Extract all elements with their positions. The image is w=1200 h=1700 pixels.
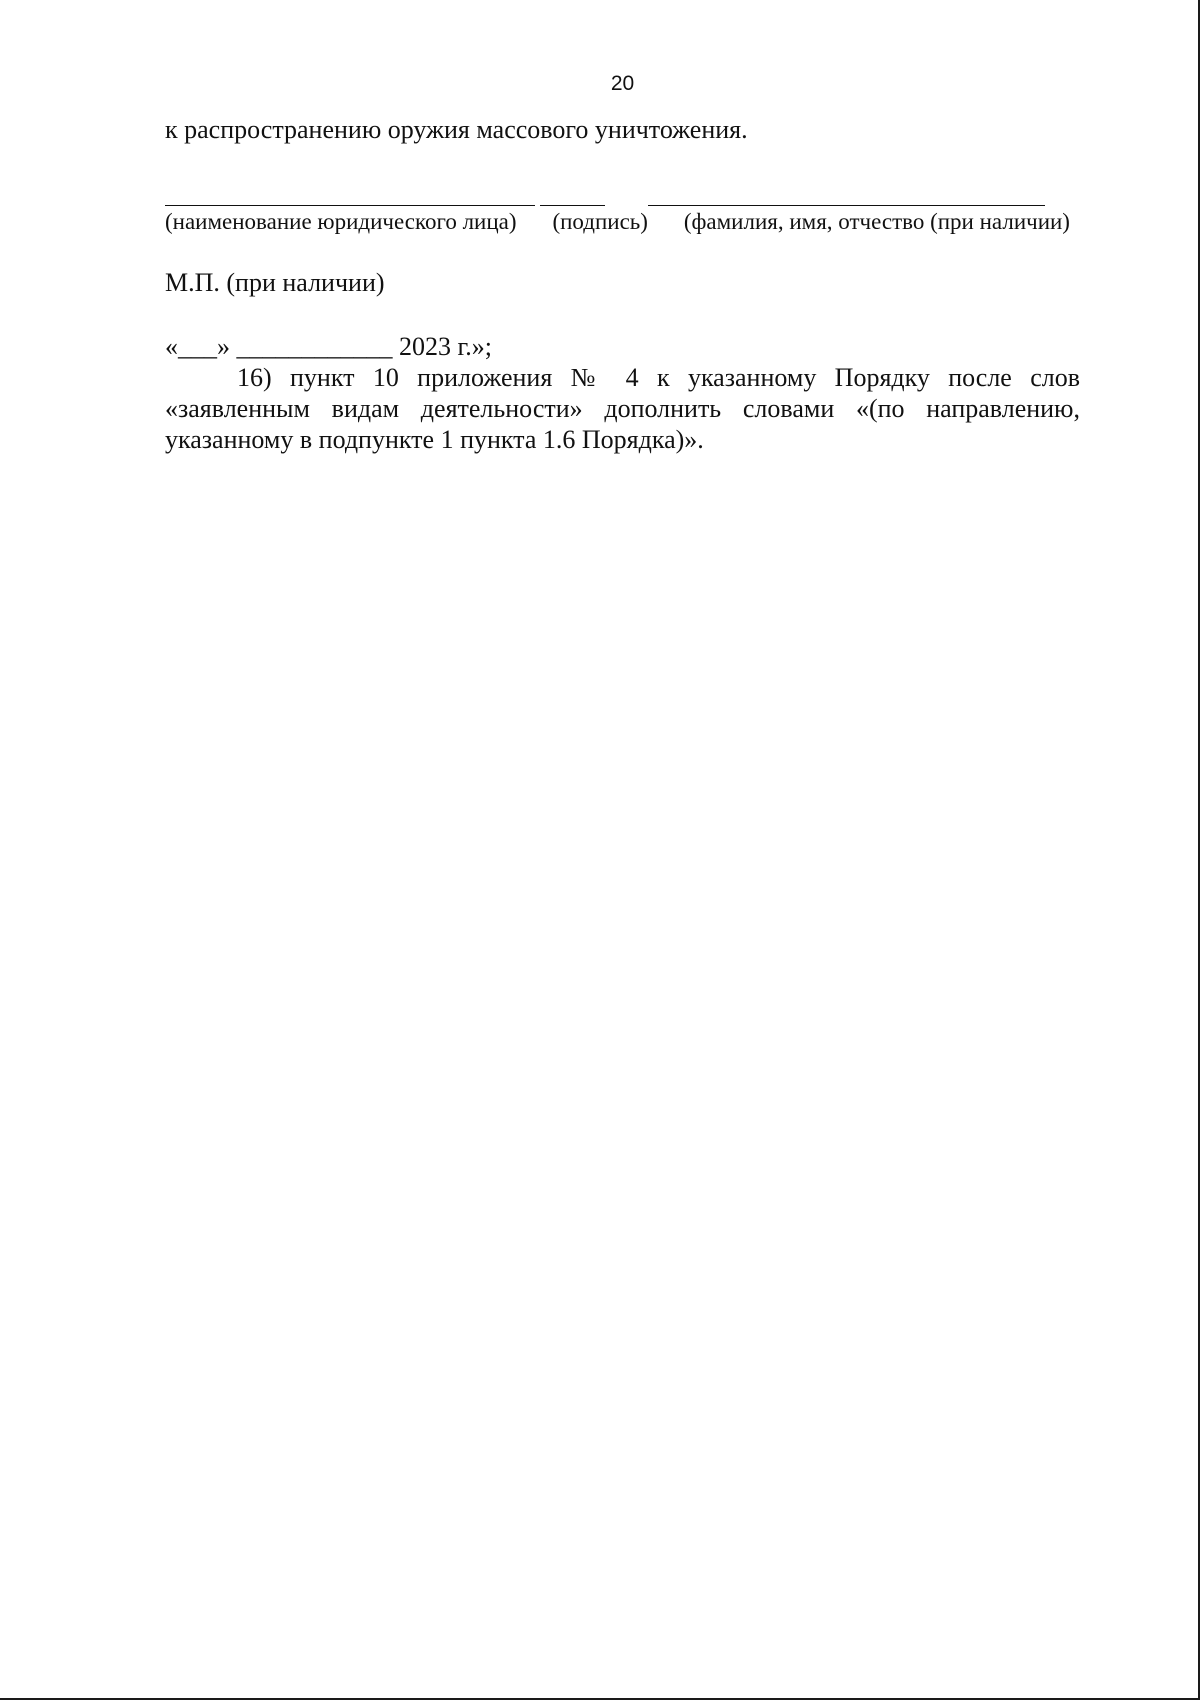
page-number: 20 [610, 72, 635, 95]
date-line: «___» ____________ 2023 г.»; [165, 332, 492, 361]
signature-caption: (подпись) [552, 209, 648, 234]
stamp-line: М.П. (при наличии) [165, 268, 385, 297]
full-name-caption: (фамилия, имя, отчество (при наличии) [683, 209, 1070, 234]
signature-line [540, 205, 605, 206]
full-name-line [648, 205, 1045, 206]
signature-captions [165, 209, 1070, 235]
entity-name-caption: (наименование юридического лица) [165, 209, 517, 234]
continuation-line: к распространению оружия массового уничтожения. [165, 115, 748, 144]
entity-name-line [165, 205, 535, 206]
amendment-paragraph: 16) пункт 10 приложения № 4 к указанному Порядку после слов «заявленным видам деятельности» дополнить словами «(по направлению, указанному в подпункте 1 пункта 1.6 Порядка)». [165, 363, 1080, 454]
